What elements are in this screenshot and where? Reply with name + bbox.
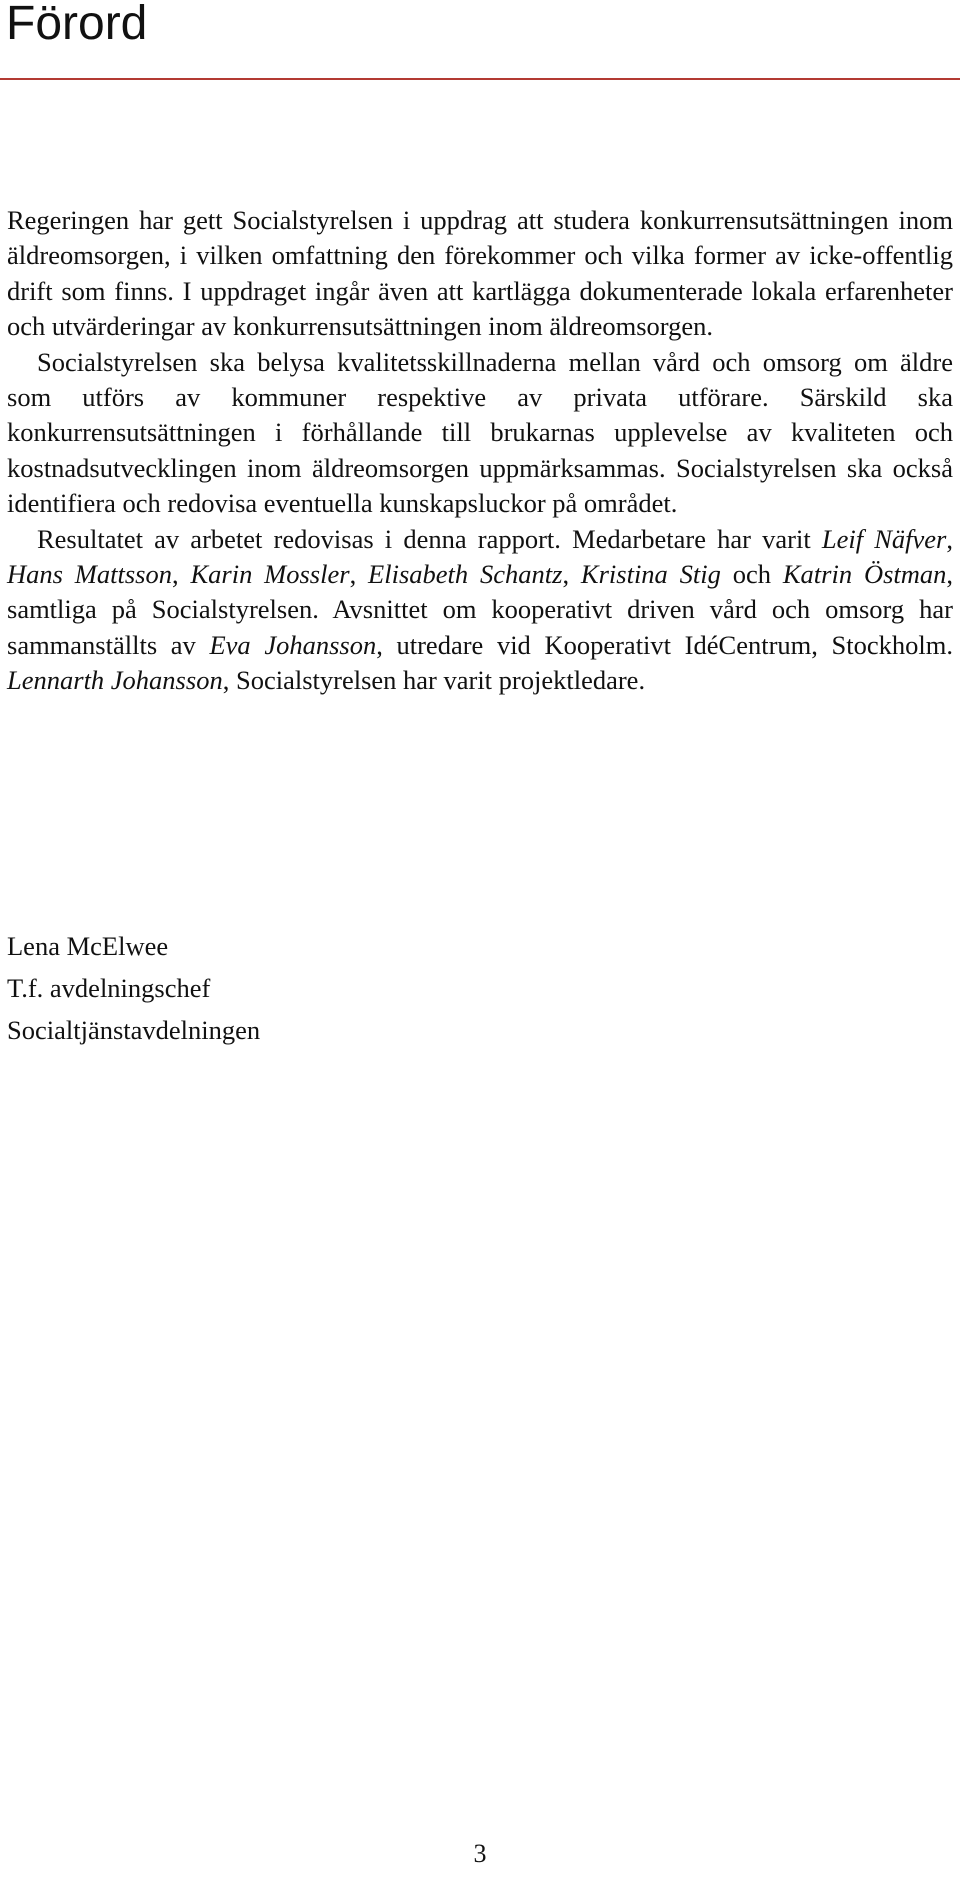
foreword-body [7,203,953,699]
paragraph: Regeringen har gett Socialstyrelsen i uppdrag att studera konkurrensutsättningen inom äldreomsorgen, i vilken omfattning den förekommer och vilka former av icke-offentlig drift som finns. I uppdraget ingår även att kartlägga dokumenterade lokala erfarenheter och utvärderingar av konkurrensutsättningen inom äldreomsorgen. [7,205,953,342]
signatory-name: Lena McElwee [7,931,169,961]
compiler-name: Eva Johansson [209,629,377,660]
page-number: 3 [473,1839,487,1868]
staff-name: Kristina Stig [580,559,721,590]
page-title: Förord [6,0,148,50]
staff-name: Elisabeth Schantz [368,559,563,590]
project-lead-name: Lennarth Johansson [7,665,223,696]
paragraph: Socialstyrelsen ska belysa kvalitetsskillnaderna mellan vård och omsorg om äldre som utförs av kommuner respektive av privata utförare. Särskild ska konkurrensutsättningen i förhållande till brukarnas upplevelse av kvaliteten och kostnadsutvecklingen inom äldreomsorgen uppmärksammas. Socialstyrelsen ska också identifiera och redovisa eventuella kunskapsluckor på området. [7,346,953,519]
staff-name: Hans Mattsson [7,559,172,590]
heading-rule [0,78,960,80]
signatory-department: Socialtjänstavdelningen [7,1015,261,1045]
staff-name: Karin Mossler [190,559,350,590]
signatory-title: T.f. avdelningschef [7,973,211,1003]
credits-compiler-suffix: , utredare vid Kooperativt IdéCentrum, Stockholm. [376,629,953,660]
credits-paragraph: Resultatet av arbetet redovisas i denna rapport. Medarbetare har varit Leif Näfver, Hans Mattsson, Karin Mossler, Elisabeth Schantz, Kristina Stig och Katrin Östman, samtliga på Socialstyrelsen. Avsnittet om kooperativt driven vård och omsorg har sammanställts av Eva Johansson, utredare vid Kooperativt IdéCentrum, Stockholm. Lennarth Johansson, Socialstyrelsen har varit projektledare. [7,523,954,696]
signature-block [7,925,260,1051]
credits-conjunction: och [732,559,772,590]
credits-lead-in: Resultatet av arbetet redovisas i denna rapport. Medarbetare har varit [37,523,811,554]
staff-name: Leif Näfver [821,523,947,554]
credits-staff-suffix: , samtliga på Socialstyrelsen. Avsnittet om kooperativt driven vård och omsorg har sammanställts av [7,559,954,660]
credits-lead-suffix: , Socialstyrelsen har varit projektledare. [222,665,646,696]
staff-name: Katrin Östman [782,559,947,590]
